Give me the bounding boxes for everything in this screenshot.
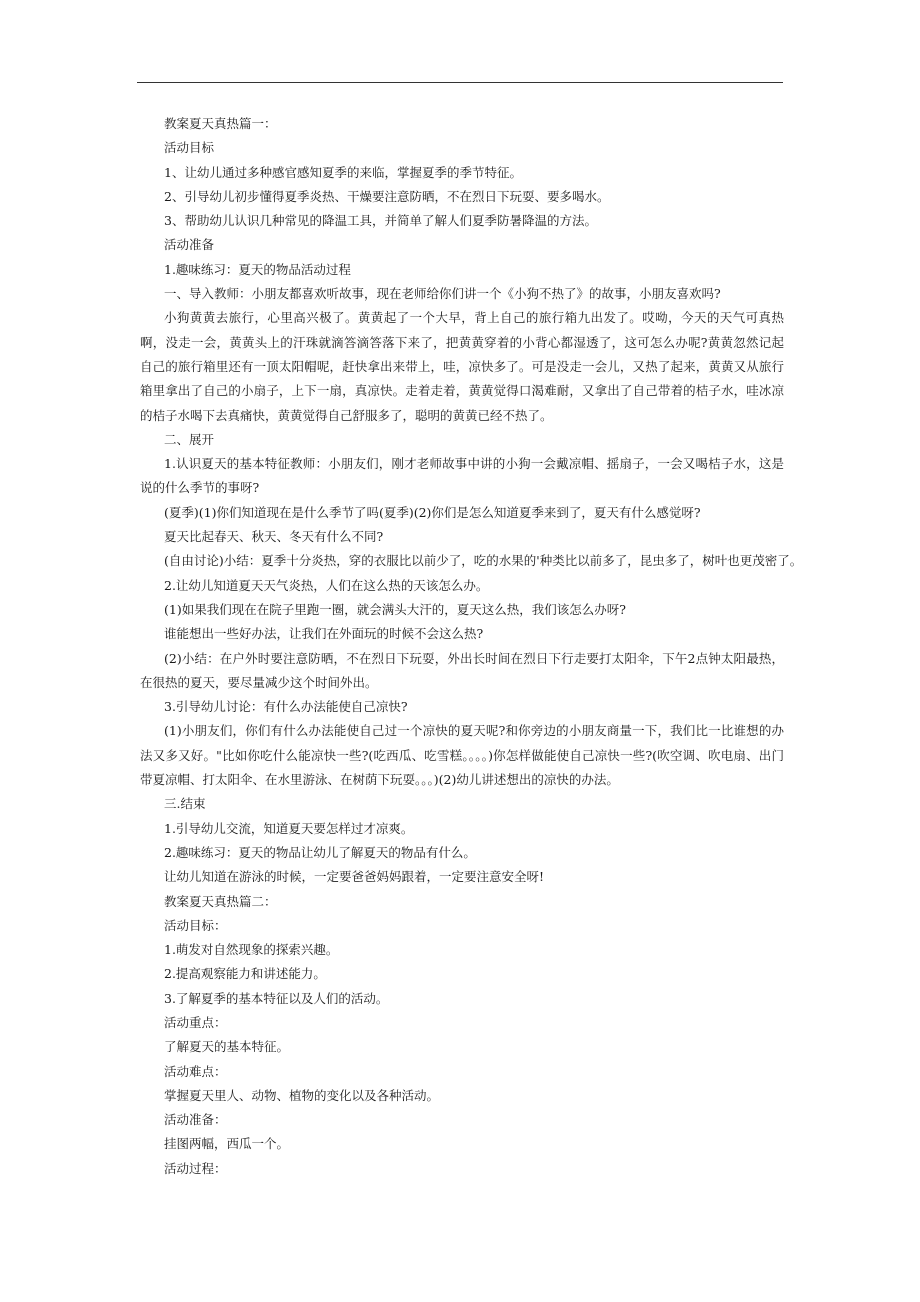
paragraph: (1)如果我们现在在院子里跑一圈，就会满头大汗的，夏天这么热，我们该怎么办呀? [164, 601, 626, 617]
paragraph: 夏天比起春天、秋天、冬天有什么不同? [164, 529, 384, 545]
paragraph: 活动目标 [164, 140, 215, 156]
header-rule [137, 82, 783, 83]
paragraph: 3、帮助幼儿认识几种常见的降温工具，并简单了解人们夏季防暑降温的方法。 [164, 213, 597, 229]
paragraph: 1.萌发对自然现象的探索兴趣。 [164, 942, 339, 958]
document-body [140, 112, 803, 1181]
paragraph: 挂图两幅，西瓜一个。 [164, 1136, 290, 1152]
paragraph: 2、引导幼儿初步懂得夏季炎热、干燥要注意防晒，不在烈日下玩耍、要多喝水。 [164, 188, 610, 204]
paragraph: 教案夏天真热篇二： [164, 893, 277, 909]
paragraph: 让幼儿知道在游泳的时候，一定要爸爸妈妈跟着，一定要注意安全呀! [164, 869, 545, 885]
paragraph: 2.让幼儿知道夏天天气炎热，人们在这么热的天该怎么办。 [164, 577, 489, 593]
paragraph: (夏季)(1)你们知道现在是什么季节了吗(夏季)(2)你们是怎么知道夏季来到了，夏天有什么感觉呀? [164, 504, 701, 520]
paragraph: 小狗黄黄去旅行，心里高兴极了。黄黄起了一个大早，背上自己的旅行箱九出发了。哎呦，今天的天气可真热啊，没走一会，黄黄头上的汗珠就滴答滴答落下来了，把黄黄穿着的小背心都湿透了，这可怎么办呢?黄黄忽然记起自己的旅行箱里还有一顶太阳帽呢，赶快拿出来带上，哇，凉快多了。可是没走一会儿，又热了起来，黄黄又从旅行箱里拿出了自己的小扇子，上下一扇，真凉快。走着走着，黄黄觉得口渴难耐，又拿出了自己带着的桔子水，哇冰凉的桔子水喝下去真痛快，黄黄觉得自己舒服多了，聪明的黄黄已经不热了。 [140, 310, 784, 423]
paragraph: 2.趣味练习：夏天的物品让幼儿了解夏天的物品有什么。 [164, 844, 476, 860]
paragraph: 1.认识夏天的基本特征教师：小朋友们，刚才老师故事中讲的小狗一会戴凉帽、摇扇子，一会又喝桔子水，这是说的什么季节的事呀? [140, 456, 784, 496]
paragraph: 2.提高观察能力和讲述能力。 [164, 966, 326, 982]
paragraph: 1、让幼儿通过多种感官感知夏季的来临，掌握夏季的季节特征。 [164, 164, 522, 180]
paragraph: 活动重点： [164, 1014, 227, 1030]
paragraph: 活动准备： [164, 1112, 227, 1128]
paragraph: (2)小结：在户外时要注意防晒，不在烈日下玩耍，外出长时间在烈日下行走要打太阳伞，下午2点钟太阳最热，在很热的夏天，要尽量减少这个时间外出。 [140, 650, 784, 690]
paragraph: 3.引导幼儿讨论：有什么办法能使自己凉快? [164, 699, 408, 715]
paragraph: 二、展开 [164, 431, 215, 447]
paragraph: 活动难点： [164, 1063, 227, 1079]
paragraph: 活动过程： [164, 1160, 227, 1176]
paragraph: 谁能想出一些好办法，让我们在外面玩的时候不会这么热? [164, 626, 484, 642]
paragraph: 1.趣味练习：夏天的物品活动过程 [164, 261, 351, 277]
paragraph: 三.结束 [164, 796, 206, 812]
paragraph: 了解夏天的基本特征。 [164, 1039, 290, 1055]
paragraph: 活动目标： [164, 917, 227, 933]
paragraph: 3.了解夏季的基本特征以及人们的活动。 [164, 990, 389, 1006]
paragraph: (1)小朋友们，你们有什么办法能使自己过一个凉快的夏天呢?和你旁边的小朋友商量一下，我们比一比谁想的办法又多又好。"比如你吃什么能凉快一些?(吃西瓜、吃雪糕。。。。)你怎样做能使自己凉快一些?(吹空调、吹电扇、出门带夏凉帽、打太阳伞、在水里游泳、在树荫下玩耍。。。)(2)幼儿讲述想出的凉快的办法。 [140, 723, 784, 788]
paragraph: 一、导入教师：小朋友都喜欢听故事，现在老师给你们讲一个《小狗不热了》的故事，小朋友喜欢吗? [164, 286, 721, 302]
paragraph: 掌握夏天里人、动物、植物的变化以及各种活动。 [164, 1087, 440, 1103]
paragraph: 教案夏天真热篇一： [164, 116, 277, 131]
paragraph: 活动准备 [164, 237, 215, 253]
paragraph: (自由讨论)小结：夏季十分炎热，穿的衣服比以前少了，吃的水果的'种类比以前多了，昆虫多了，树叶也更茂密了。 [164, 553, 803, 569]
paragraph: 1.引导幼儿交流，知道夏天要怎样过才凉爽。 [164, 820, 414, 836]
